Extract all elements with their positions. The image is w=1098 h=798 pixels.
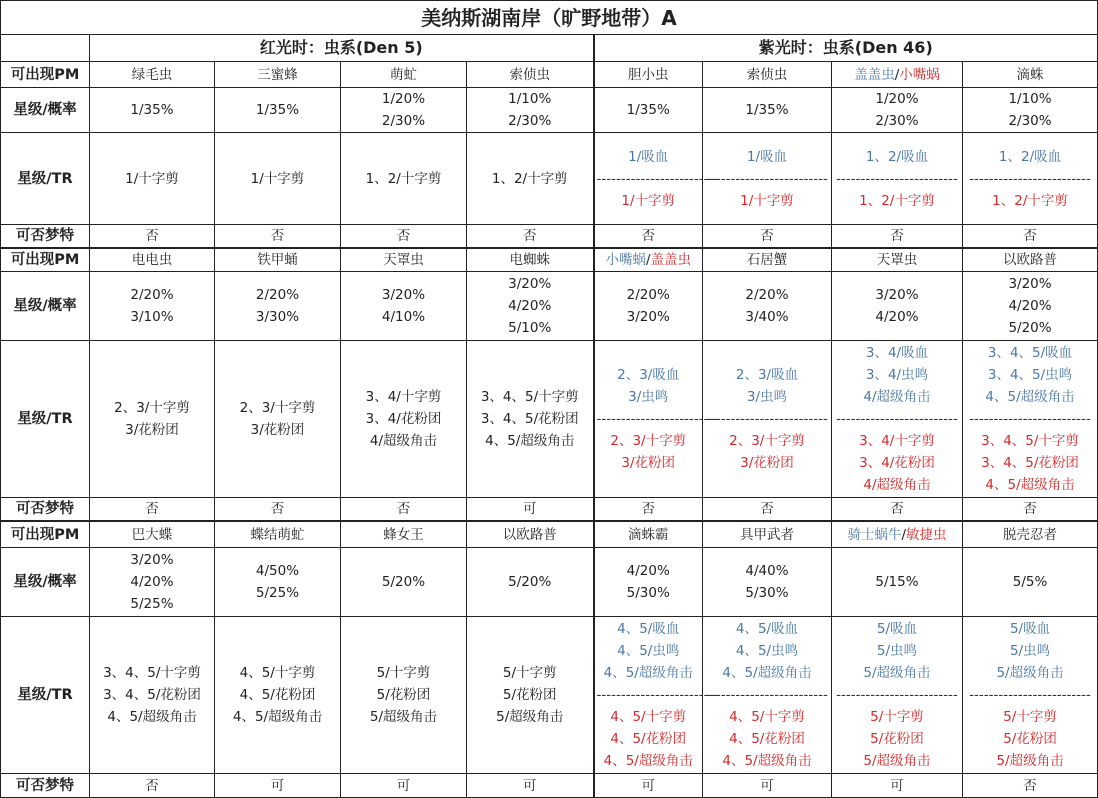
pokemon-cell [594, 248, 703, 272]
separator-line: ------------------------- [969, 170, 1091, 187]
pokemon-name-part: 蝶结萌虻 [250, 526, 305, 543]
text-line: 4/40% [745, 563, 789, 579]
pokemon-name-part: 脱壳忍者 [1003, 526, 1058, 543]
pokemon-cell [341, 521, 467, 548]
tr-row [1, 617, 1098, 774]
text-line: 2、3/十字剪 [729, 433, 805, 449]
pokemon-cell [90, 248, 215, 272]
pokemon-cell [467, 62, 594, 88]
gmax-cell: 否 [90, 225, 215, 249]
separator-line: ------------------------- [836, 687, 958, 703]
text-line: 1、2/十字剪 [992, 192, 1068, 209]
gmax-cell: 否 [341, 498, 467, 522]
pokemon-cell [90, 521, 215, 548]
text-line: 1/十字剪 [621, 192, 676, 209]
pm-row [1, 521, 1098, 548]
pokemon-cell [832, 62, 963, 88]
text-line: 5/超级角击 [863, 665, 931, 681]
pokemon-name-part: / [894, 66, 900, 83]
text-line: 3/10% [130, 309, 174, 325]
separator-line: ------------------------- [596, 687, 719, 703]
tr-cell [963, 341, 1098, 498]
pokemon-name-part: 电电虫 [131, 252, 173, 268]
tr-cell [832, 617, 963, 774]
gmax-row [1, 498, 1098, 522]
tr-cell [90, 133, 215, 225]
text-line: 5/20% [1008, 320, 1052, 336]
text-line: 5/10% [508, 320, 552, 336]
text-line: 5/超级角击 [496, 709, 564, 725]
pokemon-cell [703, 248, 832, 272]
pokemon-name-part: 小嘴蜗 [899, 66, 940, 83]
text-line: 4、5/吸血 [735, 621, 799, 637]
text-line: 2/20% [745, 287, 789, 303]
text-line: 3、4、5/十字剪 [103, 665, 201, 681]
tr-cell [467, 341, 594, 498]
text-line: 5/15% [875, 574, 919, 590]
tr-cell [215, 133, 341, 225]
pokemon-cell [703, 62, 832, 88]
gmax-cell: 可 [215, 774, 341, 798]
text-line: 3、4、5/花粉团 [480, 411, 579, 427]
pokemon-name-part: 敏捷虫 [906, 526, 947, 543]
pokemon-cell [467, 248, 594, 272]
text-line: 5/20% [508, 574, 552, 590]
tr-cell [467, 617, 594, 774]
text-line: 3/花粉团 [740, 455, 794, 471]
text-line: 3、4/花粉团 [365, 411, 442, 427]
row-label-pm: 可出现PM [1, 248, 90, 272]
separator-line: ------------------------- [706, 411, 828, 427]
gmax-cell: 可 [467, 774, 594, 798]
row-label-rate: 星级/概率 [1, 88, 90, 133]
text-line: 1/吸血 [746, 148, 788, 165]
pokemon-name-part: 蜂女王 [383, 526, 424, 543]
text-line: 4、5/超级角击 [107, 709, 197, 725]
text-line: 2/30% [381, 113, 426, 129]
pokemon-name-part: 巴大蝶 [131, 526, 173, 543]
text-line: 4/20% [508, 298, 552, 314]
rate-cell [832, 272, 963, 341]
text-line: 1/35% [255, 102, 300, 118]
row-label-pm: 可出现PM [1, 521, 90, 548]
gmax-cell: 否 [594, 498, 703, 522]
pokemon-cell [467, 521, 594, 548]
text-line: 1/35% [745, 102, 789, 118]
text-line: 1、2/十字剪 [859, 192, 935, 209]
separator-line: ------------------------- [706, 170, 828, 187]
pokemon-cell [963, 521, 1098, 548]
rate-cell [341, 88, 467, 133]
text-line: 3/20% [626, 309, 670, 325]
pokemon-name-part: 索侦虫 [509, 66, 550, 83]
text-line: 5/花粉团 [870, 731, 924, 747]
rate-cell [594, 88, 703, 133]
text-line: 5/吸血 [1009, 621, 1051, 637]
text-line: 2、3/吸血 [617, 367, 680, 383]
pokemon-name-part: 以欧路普 [1003, 252, 1058, 268]
text-line: 2、3/十字剪 [610, 433, 687, 449]
gmax-cell: 否 [467, 225, 594, 249]
gmax-cell: 否 [215, 225, 341, 249]
text-line: 4/超级角击 [863, 389, 931, 405]
pokemon-name-part: 盖盖虫 [854, 66, 895, 83]
text-line: 3、4、5/花粉团 [103, 687, 201, 703]
text-line: 5/20% [381, 574, 426, 590]
text-line: 5/25% [130, 596, 174, 612]
text-line: 3/20% [1008, 276, 1052, 292]
gmax-cell: 否 [832, 498, 963, 522]
text-line: 2/20% [130, 287, 174, 303]
row-label-gmax: 可否梦特 [1, 498, 90, 522]
tr-cell [341, 617, 467, 774]
gmax-cell: 可 [467, 498, 594, 522]
separator-line: ------------------------- [836, 170, 958, 187]
row-label-tr: 星级/TR [1, 341, 90, 498]
pokemon-name-part: 天罩虫 [876, 252, 918, 268]
text-line: 3、4/吸血 [865, 345, 929, 361]
text-line: 5/超级角击 [996, 753, 1064, 769]
pokemon-name-part: 滴蛛霸 [628, 526, 669, 543]
pokemon-cell [963, 248, 1098, 272]
gmax-cell: 否 [963, 774, 1098, 798]
text-line: 3/虫鸣 [628, 389, 669, 405]
text-line: 4、5/花粉团 [239, 687, 316, 703]
separator-line: ------------------------- [706, 687, 828, 703]
tr-row [1, 133, 1098, 225]
text-line: 4/20% [875, 309, 919, 325]
rate-cell [467, 548, 594, 617]
tr-cell [341, 133, 467, 225]
rate-cell [90, 548, 215, 617]
text-line: 5/虫鸣 [1009, 643, 1051, 659]
tr-cell [467, 133, 594, 225]
pokemon-name-part: 石居蟹 [746, 252, 788, 268]
text-line: 4、5/超级角击 [722, 753, 812, 769]
text-line: 1、2/吸血 [865, 148, 929, 165]
text-line: 2、3/吸血 [735, 367, 799, 383]
pokemon-name-part: 具甲武者 [740, 526, 794, 543]
pokemon-name-part: 索侦虫 [746, 66, 788, 83]
rate-cell [963, 272, 1098, 341]
text-line: 3、4、5/虫鸣 [987, 367, 1073, 383]
text-line: 5/5% [1012, 574, 1048, 590]
header-spacer [1, 35, 90, 62]
text-line: 4、5/虫鸣 [617, 643, 680, 659]
text-line: 3、4、5/吸血 [987, 345, 1073, 361]
rate-cell [963, 548, 1098, 617]
text-line: 4、5/超级角击 [985, 477, 1075, 493]
text-line: 2/20% [255, 287, 300, 303]
text-line: 3、4、5/十字剪 [981, 433, 1079, 449]
text-line: 4/20% [626, 563, 670, 579]
text-line: 4、5/超级角击 [232, 709, 323, 725]
gmax-cell: 否 [341, 225, 467, 249]
text-line: 5/30% [626, 585, 670, 601]
text-line: 4、5/超级角击 [485, 433, 575, 449]
text-line: 4、5/花粉团 [610, 731, 687, 747]
text-line: 2/30% [1008, 113, 1052, 129]
pokemon-name-part: 以欧路普 [502, 526, 557, 543]
rate-cell [594, 548, 703, 617]
text-line: 3、4/十字剪 [365, 389, 442, 405]
text-line: 4、5/超级角击 [603, 665, 693, 681]
tr-cell [963, 617, 1098, 774]
pokemon-name-part: 滴蛛 [1016, 66, 1044, 83]
pokemon-name-part: 电蜘蛛 [509, 252, 550, 268]
row-label-gmax: 可否梦特 [1, 225, 90, 249]
gmax-cell: 否 [90, 774, 215, 798]
text-line: 4/50% [255, 563, 300, 579]
rate-cell [341, 272, 467, 341]
row-label-rate: 星级/概率 [1, 272, 90, 341]
text-line: 3/20% [875, 287, 919, 303]
rate-cell [963, 88, 1098, 133]
tr-cell [215, 617, 341, 774]
pokemon-cell [963, 62, 1098, 88]
rate-cell [215, 88, 341, 133]
rate-cell [594, 272, 703, 341]
gmax-row [1, 225, 1098, 249]
text-line: 5/花粉团 [1003, 731, 1057, 747]
tr-cell [594, 617, 719, 774]
text-line: 5/十字剪 [502, 665, 557, 681]
text-line: 3、4/十字剪 [859, 433, 935, 449]
text-line: 4、5/十字剪 [610, 709, 687, 725]
red-light-header: 红光时：虫系(Den 5) [90, 35, 594, 62]
pokemon-name-part: 骑士蜗牛 [847, 526, 902, 543]
tr-row [1, 341, 1098, 498]
tr-cell [594, 341, 719, 498]
gmax-cell: 可 [594, 774, 703, 798]
gmax-cell: 可 [832, 774, 963, 798]
text-line: 4、5/吸血 [617, 621, 680, 637]
text-line: 1/20% [381, 91, 426, 107]
text-line: 4/10% [381, 309, 426, 325]
tr-cell [341, 341, 467, 498]
pokemon-cell [341, 62, 467, 88]
rate-row [1, 88, 1098, 133]
rate-row [1, 548, 1098, 617]
pokemon-cell [215, 248, 341, 272]
pokemon-cell [594, 521, 703, 548]
text-line: 1/10% [1008, 91, 1052, 107]
text-line: 5/十字剪 [1003, 709, 1057, 725]
text-line: 4/20% [130, 574, 174, 590]
tr-cell [215, 341, 341, 498]
purple-light-header: 紫光时：虫系(Den 46) [594, 35, 1098, 62]
page-title: 美纳斯湖南岸（旷野地带）A [1, 1, 1098, 35]
text-line: 2、3/十字剪 [239, 400, 316, 416]
text-line: 3/20% [130, 552, 174, 568]
pm-row [1, 248, 1098, 272]
text-line: 5/超级角击 [369, 709, 438, 725]
text-line: 3/花粉团 [125, 422, 179, 438]
tr-cell [963, 133, 1098, 225]
separator-line: ------------------------- [969, 687, 1091, 703]
pokemon-name-part: 萌虻 [390, 66, 417, 83]
gmax-cell: 否 [703, 498, 832, 522]
rate-cell [90, 272, 215, 341]
text-line: 4、5/超级角击 [722, 665, 812, 681]
pokemon-cell [832, 521, 963, 548]
rate-cell [215, 272, 341, 341]
tr-cell [594, 133, 719, 225]
text-line: 2/30% [875, 113, 919, 129]
pokemon-name-part: 小嘴蜗 [605, 252, 646, 268]
rate-cell [341, 548, 467, 617]
text-line: 1/20% [875, 91, 919, 107]
row-label-rate: 星级/概率 [1, 548, 90, 617]
tr-cell [832, 133, 963, 225]
text-line: 3/20% [508, 276, 552, 292]
tr-cell [703, 617, 832, 774]
gmax-cell: 否 [594, 225, 703, 249]
gmax-cell: 否 [832, 225, 963, 249]
row-label-tr: 星级/TR [1, 617, 90, 774]
rate-cell [467, 272, 594, 341]
rate-cell [703, 272, 832, 341]
rate-cell [832, 88, 963, 133]
tr-cell [90, 341, 215, 498]
text-line: 1/十字剪 [740, 192, 794, 209]
pokemon-name-part: 天罩虫 [383, 252, 424, 268]
rate-cell [90, 88, 215, 133]
pokemon-name-part: 绿毛虫 [131, 66, 173, 83]
pokemon-cell [703, 521, 832, 548]
text-line: 4、5/十字剪 [729, 709, 805, 725]
text-line: 4、5/花粉团 [729, 731, 805, 747]
text-line: 1/十字剪 [250, 170, 305, 187]
tr-cell [90, 617, 215, 774]
text-line: 3、4、5/花粉团 [981, 455, 1079, 471]
text-line: 4、5/超级角击 [603, 753, 693, 769]
pokemon-name-part: 三蜜蜂 [257, 66, 298, 83]
text-line: 4/超级角击 [863, 477, 931, 493]
text-line: 2/30% [508, 113, 552, 129]
pokemon-name-part: 铁甲蛹 [257, 252, 298, 268]
row-label-pm: 可出现PM [1, 62, 90, 88]
text-line: 1/35% [626, 102, 670, 118]
text-line: 5/25% [255, 585, 300, 601]
row-label-gmax: 可否梦特 [1, 774, 90, 798]
text-line: 5/虫鸣 [876, 643, 918, 659]
rate-cell [703, 88, 832, 133]
pokemon-name-part: / [901, 526, 907, 543]
text-line: 5/十字剪 [870, 709, 924, 725]
text-line: 5/十字剪 [376, 665, 431, 681]
text-line: 5/吸血 [876, 621, 918, 637]
text-line: 3、4/虫鸣 [865, 367, 929, 383]
tr-cell [703, 133, 832, 225]
text-line: 3、4、5/十字剪 [480, 389, 579, 405]
text-line: 1、2/吸血 [998, 148, 1062, 165]
pokemon-cell [594, 62, 703, 88]
text-line: 1/吸血 [628, 148, 669, 165]
text-line: 2、3/十字剪 [114, 400, 190, 416]
separator-line: ------------------------- [836, 411, 958, 427]
text-line: 3/30% [255, 309, 300, 325]
text-line: 1/10% [508, 91, 552, 107]
gmax-cell: 否 [963, 498, 1098, 522]
text-line: 1、2/十字剪 [491, 170, 568, 187]
text-line: 3/40% [745, 309, 789, 325]
text-line: 3/花粉团 [621, 455, 676, 471]
pokemon-name-part: 盖盖虫 [650, 252, 692, 268]
pokemon-name-part: 胆小虫 [628, 66, 669, 83]
text-line: 1/十字剪 [125, 170, 179, 187]
rate-cell [215, 548, 341, 617]
rate-row [1, 272, 1098, 341]
row-label-tr: 星级/TR [1, 133, 90, 225]
gmax-cell: 否 [703, 225, 832, 249]
separator-line: ------------------------- [969, 411, 1091, 427]
pokemon-cell [90, 62, 215, 88]
pokemon-name-part: / [645, 252, 651, 268]
text-line: 3/20% [381, 287, 426, 303]
gmax-cell: 否 [90, 498, 215, 522]
text-line: 1/35% [130, 102, 174, 118]
pokemon-cell [832, 248, 963, 272]
tr-cell [703, 341, 832, 498]
text-line: 5/超级角击 [863, 753, 931, 769]
text-line: 3/花粉团 [250, 422, 305, 438]
rate-cell [832, 548, 963, 617]
text-line: 4、5/虫鸣 [735, 643, 799, 659]
gmax-cell: 否 [963, 225, 1098, 249]
text-line: 5/30% [745, 585, 789, 601]
pokemon-cell [215, 62, 341, 88]
text-line: 2/20% [626, 287, 670, 303]
text-line: 5/超级角击 [996, 665, 1064, 681]
text-line: 4、5/超级角击 [985, 389, 1075, 405]
text-line: 4/20% [1008, 298, 1052, 314]
pokemon-cell [215, 521, 341, 548]
text-line: 3、4/花粉团 [859, 455, 935, 471]
text-line: 4、5/十字剪 [239, 665, 316, 681]
tr-cell [832, 341, 963, 498]
pokemon-cell [341, 248, 467, 272]
rate-cell [467, 88, 594, 133]
gmax-cell: 可 [341, 774, 467, 798]
text-line: 3/虫鸣 [746, 389, 788, 405]
text-line: 4/超级角击 [369, 433, 438, 449]
text-line: 5/花粉团 [376, 687, 431, 703]
pm-row [1, 62, 1098, 88]
rate-cell [703, 548, 832, 617]
separator-line: ------------------------- [596, 411, 719, 427]
gmax-cell: 可 [703, 774, 832, 798]
text-line: 1、2/十字剪 [365, 170, 442, 187]
text-line: 5/花粉团 [502, 687, 557, 703]
gmax-cell: 否 [215, 498, 341, 522]
separator-line: ------------------------- [596, 170, 719, 187]
gmax-row [1, 774, 1098, 798]
